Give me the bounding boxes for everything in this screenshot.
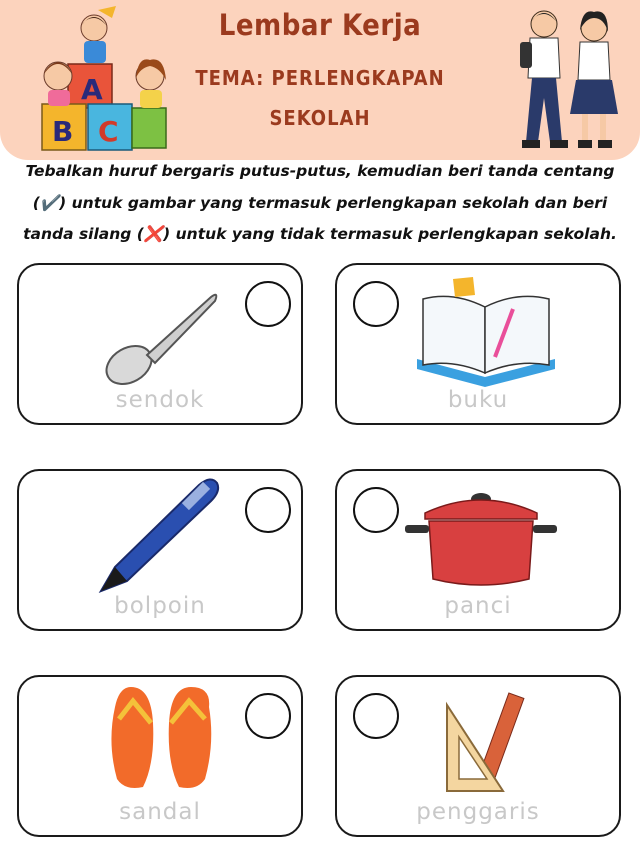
card-sendok (17, 263, 303, 425)
worksheet-title: Lembar Kerja (218, 8, 422, 42)
book-icon (413, 273, 559, 393)
word-trace: panci (444, 593, 512, 619)
word-trace: penggaris (416, 799, 540, 825)
card-sandal (17, 675, 303, 837)
answer-circle[interactable] (353, 281, 399, 327)
instruction-line-1: Tebalkan huruf bergaris putus-putus, kemudian beri tanda centang (25, 162, 615, 180)
pen-icon (93, 475, 223, 595)
theme-line-1: TEMA: PERLENGKAPAN (195, 66, 445, 90)
pot-icon (403, 483, 559, 593)
theme-line-2: SEKOLAH (269, 106, 371, 130)
word-trace: sendok (115, 387, 205, 413)
block-letter-c: C (98, 115, 119, 148)
instruction-line-3: tanda silang (❌) untuk yang tidak termasuk perlengkapan sekolah. (23, 225, 617, 243)
spoon-icon (99, 283, 229, 393)
card-penggaris (335, 675, 621, 837)
answer-circle[interactable] (245, 281, 291, 327)
word-trace: sandal (119, 799, 201, 825)
answer-circle[interactable] (353, 487, 399, 533)
ruler-icon (441, 691, 531, 795)
block-letter-a: A (81, 73, 103, 106)
answer-circle[interactable] (353, 693, 399, 739)
answer-circle[interactable] (245, 693, 291, 739)
sandal-icon (103, 683, 219, 793)
card-buku (335, 263, 621, 425)
answer-circle[interactable] (245, 487, 291, 533)
instruction-line-2: (✔️) untuk gambar yang termasuk perlengkapan sekolah dan beri (32, 194, 608, 212)
block-letter-b: B (52, 115, 74, 148)
card-panci (335, 469, 621, 631)
word-trace: bolpoin (114, 593, 206, 619)
card-bolpoin (17, 469, 303, 631)
word-trace: buku (447, 387, 509, 413)
